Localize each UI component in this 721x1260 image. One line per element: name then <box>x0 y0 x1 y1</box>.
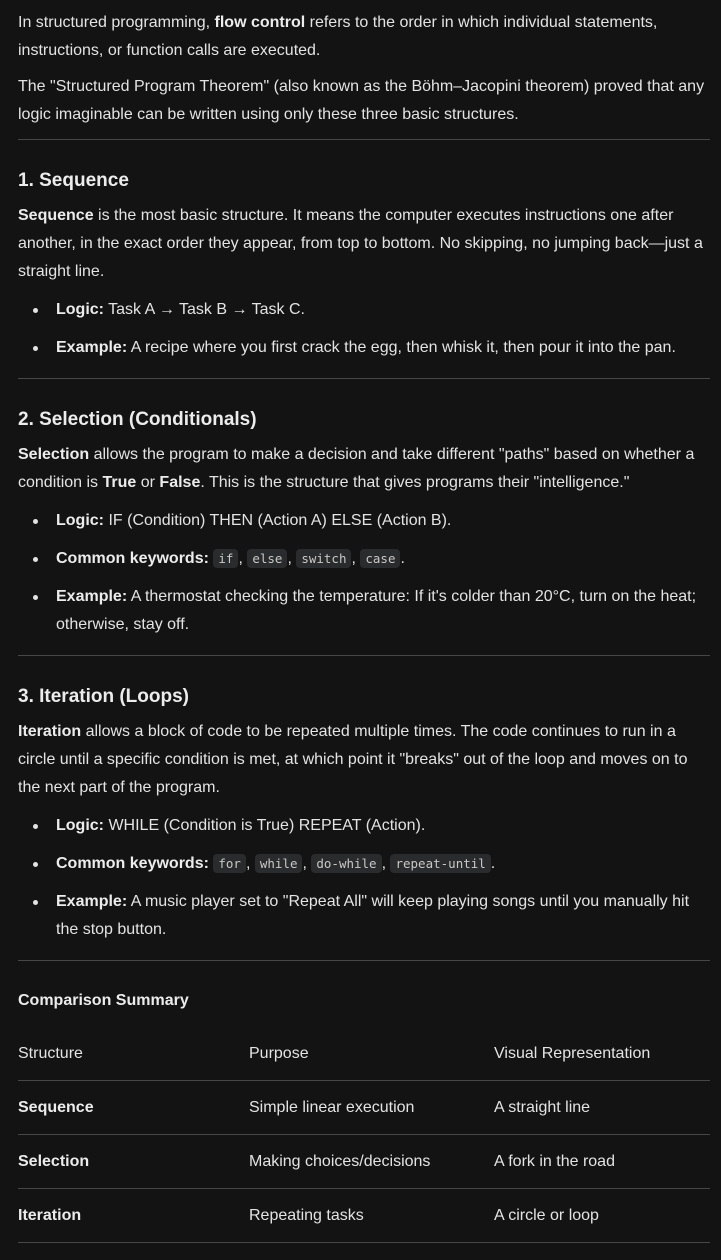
text: A recipe where you first crack the egg, then whisk it, then pour it into the pan. <box>127 339 676 356</box>
text: , <box>238 550 248 567</box>
code-keyword: else <box>247 549 287 568</box>
bullet-label: Common keywords: <box>56 550 209 567</box>
column-header-purpose: Purpose <box>249 1027 494 1081</box>
section-heading-sequence: 1. Sequence <box>18 170 129 191</box>
bullet-label: Example: <box>56 588 128 605</box>
list-item <box>18 507 710 535</box>
table-row <box>18 1189 710 1243</box>
cell-visual: A straight line <box>494 1081 710 1135</box>
cell-purpose: Making choices/decisions <box>249 1135 494 1189</box>
text: In structured programming, <box>18 14 215 31</box>
divider <box>18 378 710 379</box>
code-keyword: switch <box>296 549 351 568</box>
text: , <box>302 855 312 872</box>
code-keyword: case <box>360 549 400 568</box>
divider <box>18 139 710 140</box>
list-item <box>18 812 710 840</box>
cell-structure: Sequence <box>18 1081 249 1135</box>
bullet-label: Logic: <box>56 512 104 529</box>
bold-term: Selection <box>18 446 90 463</box>
text: allows a block of code to be repeated multiple times. The code continues to run in a circle until a specific condition is met, at which point it "breaks" out of the loop and moves on to the next part of the program. <box>18 723 688 796</box>
bullet-label: Example: <box>56 893 128 910</box>
text: A thermostat checking the temperature: If it's colder than 20°C, turn on the heat; otherwise, stay off. <box>56 588 697 633</box>
table-header-row <box>18 1027 710 1081</box>
bullet-label: Common keywords: <box>56 855 209 872</box>
summary-title: Comparison Summary <box>18 992 189 1009</box>
cell-visual: A fork in the road <box>494 1135 710 1189</box>
table-row <box>18 1081 710 1135</box>
text: , <box>287 550 297 567</box>
text: is the most basic structure. It means the computer executes instructions one after another, in the exact order they appear, from top to bottom. No skipping, no jumping back—just a straight line. <box>18 207 703 280</box>
bold-term: Iteration <box>18 723 82 740</box>
code-keyword: while <box>255 854 303 873</box>
text: , <box>245 855 255 872</box>
bold-term: False <box>159 474 201 491</box>
bullet-list <box>18 507 710 639</box>
list-item <box>18 888 710 944</box>
list-item <box>18 583 710 639</box>
text: WHILE (Condition is True) REPEAT (Action). <box>104 817 426 834</box>
divider <box>18 960 710 961</box>
bullet-label: Logic: <box>56 301 104 318</box>
table-row <box>18 1135 710 1189</box>
bullet-label: Example: <box>56 339 128 356</box>
text: A music player set to "Repeat All" will keep playing songs until you manually hit the stop button. <box>56 893 690 938</box>
bold-term: flow control <box>214 14 306 31</box>
code-keyword: if <box>213 549 238 568</box>
code-keyword: for <box>213 854 246 873</box>
bullet-list <box>18 812 710 944</box>
text: or <box>136 474 160 491</box>
section-heading-iteration: 3. Iteration (Loops) <box>18 686 189 707</box>
bold-term: True <box>102 474 137 491</box>
text: . <box>490 855 496 872</box>
intro-paragraph-2: The "Structured Program Theorem" (also known as the Böhm–Jacopini theorem) proved that any logic imaginable can be written using only these three basic structures. <box>18 78 705 123</box>
text: . This is the structure that gives programs their "intelligence." <box>200 474 630 491</box>
column-header-structure: Structure <box>18 1027 249 1081</box>
section-heading-selection: 2. Selection (Conditionals) <box>18 409 257 430</box>
list-item <box>18 545 710 573</box>
cell-structure: Selection <box>18 1135 249 1189</box>
text: , <box>381 855 391 872</box>
code-keyword: do-while <box>311 854 381 873</box>
list-item <box>18 334 710 362</box>
section-description <box>18 441 710 497</box>
intro-paragraph-1 <box>18 0 710 65</box>
text: Task A → Task B → Task C. <box>104 301 305 318</box>
list-item <box>18 296 710 324</box>
text: , <box>351 550 361 567</box>
cell-purpose: Simple linear execution <box>249 1081 494 1135</box>
comparison-table <box>18 1027 710 1243</box>
list-item <box>18 850 710 878</box>
text: IF (Condition) THEN (Action A) ELSE (Action B). <box>104 512 452 529</box>
section-description <box>18 718 710 802</box>
divider <box>18 655 710 656</box>
bold-term: Sequence <box>18 207 94 224</box>
code-keyword: repeat-until <box>390 854 490 873</box>
text: allows the program to make a decision and take different "paths" based on whether a condition is <box>18 446 695 491</box>
bullet-label: Logic: <box>56 817 104 834</box>
cell-structure: Iteration <box>18 1189 249 1243</box>
column-header-visual: Visual Representation <box>494 1027 710 1081</box>
bullet-list <box>18 296 710 362</box>
text: refers to the order in which individual statements, instructions, or function calls are executed. <box>18 14 658 59</box>
text: . <box>400 550 405 567</box>
cell-purpose: Repeating tasks <box>249 1189 494 1243</box>
section-description <box>18 202 710 286</box>
cell-visual: A circle or loop <box>494 1189 710 1243</box>
